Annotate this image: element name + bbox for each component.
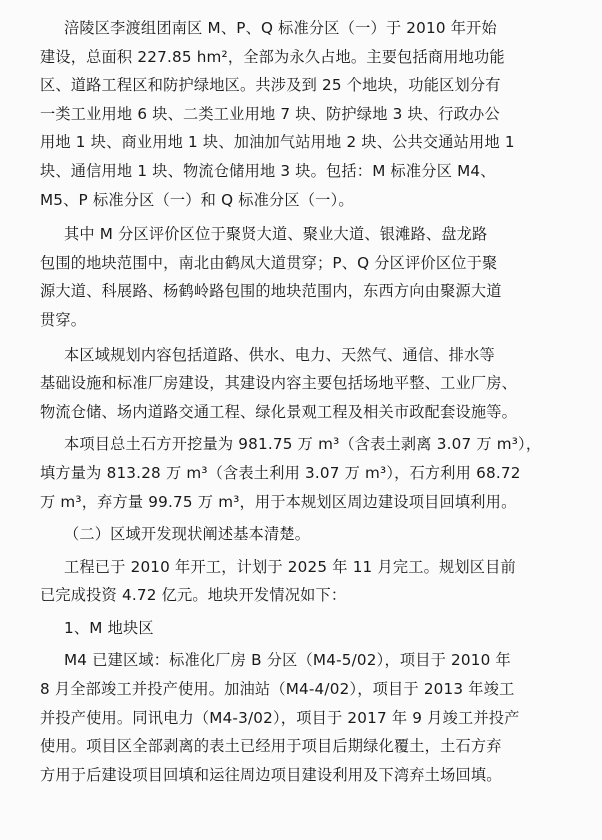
text-line: 块、通信用地 1 块、物流仓储用地 3 块。包括：M 标准分区 M4、 [40,161,496,180]
subsection-heading [40,614,580,643]
text-line: 本区域规划内容包括道路、供水、电力、天然气、通信、排水等 [64,345,495,364]
text-line: 建设，总面积 227.85 hm²，全部为永久占地。主要包括商用地功能 [40,47,505,66]
text-line: 万 m³，弃方量 99.75 万 m³，用于本规划区周边建设项目回填利用。 [40,492,517,511]
text-line: 填方量为 813.28 万 m³（含表土利用 3.07 万 m³），石方利用 68.72 [40,463,521,482]
text-line: 工程已于 2010 年开工，计划于 2025 年 11 月完工。规划区目前 [64,557,516,576]
paragraph-earthwork [40,430,580,516]
text-line: 基础设施和标准厂房建设，其建设内容主要包括场地平整、工业厂房、 [40,374,518,393]
section-heading [40,520,580,549]
text-line: 区、道路工程区和防护绿地区。共涉及到 25 个地块，功能区划分有 [40,76,501,95]
text-line: M4 已建区域：标准化厂房 B 分区（M4-5/02），项目于 2010 年 [64,651,511,670]
paragraph-progress [40,553,580,610]
text-line: 方用于后建设项目回填和运往周边项目建设利用及下湾弃土场回填。 [40,765,502,784]
text-line: 源大道、科展路、杨鹤岭路包围的地块范围内，东西方向由聚源大道 [40,282,502,301]
text-line: M5、P 标准分区（一）和 Q 标准分区（一）。 [40,190,354,209]
paragraph-intro [40,14,580,214]
text-line: 物流仓储、场内道路交通工程、绿化景观工程及相关市政配套设施等。 [40,402,518,421]
text-line: 贯穿。 [40,310,87,329]
paragraph-evaluation-area [40,220,580,334]
text-line: 已完成投资 4.72 亿元。地块开发情况如下： [40,586,347,605]
text-line: 使用。项目区全部剥离的表土已经用于项目后期绿化覆土，土石方弃 [40,737,502,756]
text-line: 一类工业用地 6 块、二类工业用地 7 块、防护绿地 3 块、行政办公 [40,104,500,123]
text-line: 本项目总土石方开挖量为 981.75 万 m³（含表土剥离 3.07 万 m³）， [64,435,542,454]
text-line: 包围的地块范围中，南北由鹤凤大道贯穿；P、Q 分区评价区位于聚 [40,253,498,272]
text-line: 8 月全部竣工并投产使用。加油站（M4-4/02），项目于 2013 年竣工 [40,680,515,699]
text-line: 其中 M 分区评价区位于聚贤大道、聚业大道、银滩路、盘龙路 [64,225,488,244]
text-line: 涪陵区李渡组团南区 M、P、Q 标准分区（一）于 2010 年开始 [64,19,497,37]
section-2-heading: （二）区域开发现状阐述基本清楚。 [64,525,311,544]
m-block-heading: 1、M 地块区 [64,618,154,637]
paragraph-planning-content [40,341,580,427]
text-line: 并投产使用。同讯电力（M4-3/02），项目于 2017 年 9 月竣工并投产 [40,708,520,727]
paragraph-m4-status [40,646,580,789]
text-line: 用地 1 块、商业用地 1 块、加油加气站用地 2 块、公共交通站用地 1 [40,133,515,152]
